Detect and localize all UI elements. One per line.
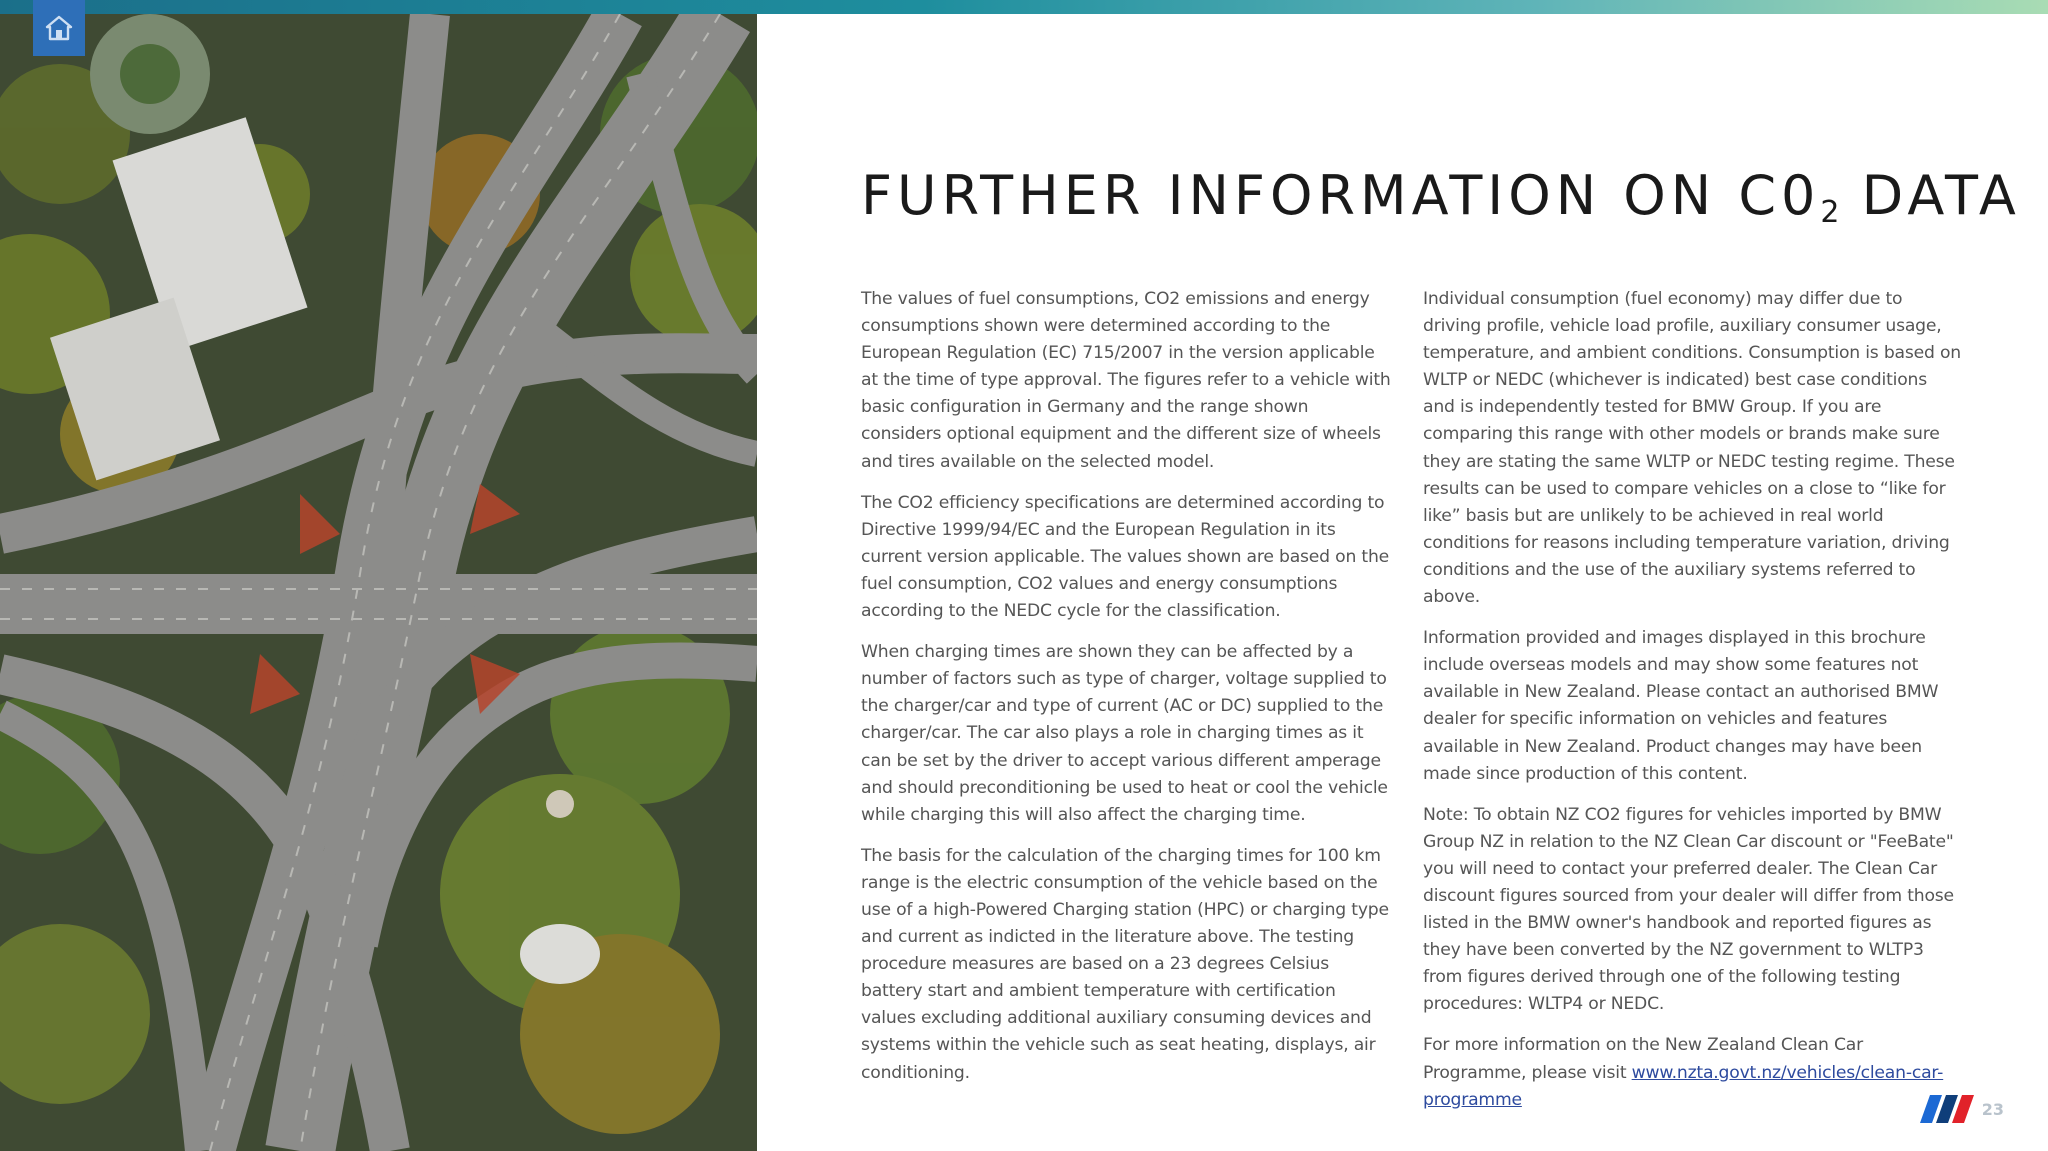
left-text-column bbox=[861, 286, 1391, 1101]
top-gradient-bar bbox=[0, 0, 2048, 14]
final-paragraph: For more information on the New Zealand Clean Car Programme, please visit www.nzta.govt.nz/vehicles/clean-car-programme bbox=[1423, 1035, 1944, 1110]
title-subscript: 2 bbox=[1820, 195, 1840, 230]
content-panel bbox=[757, 14, 2048, 1151]
page-number: 23 bbox=[1981, 1099, 2004, 1119]
paragraph: Information provided and images displayed in this brochure include overseas models and may show some features not available in New Zealand. Please contact an authorised BMW dealer for specific information on vehicles and features available in New Zealand. Product changes may have been made since production of this content. bbox=[1423, 628, 1939, 784]
home-button[interactable] bbox=[33, 0, 85, 56]
paragraph: The basis for the calculation of the charging times for 100 km range is the electric consumption of the vehicle based on the use of a high-Powered Charging station (HPC) or charging type and current as indicted in the literature above. The testing procedure measures are based on a 23 degrees Celsius battery start and ambient temperature with certification values excluding additional auxiliary consuming devices and systems within the vehicle such as seat heating, displays, air conditioning. bbox=[861, 845, 1389, 1083]
bmw-m-stripes-icon bbox=[1920, 1095, 1980, 1123]
paragraph: Individual consumption (fuel economy) may differ due to driving profile, vehicle load profile, auxiliary consumer usage, temperature, and ambient conditions. Consumption is based on WLTP or NEDC (whichever is indicated) best case conditions and is independently tested for BMW Group. If you are comparing this range with other models or brands make sure they are stating the same WLTP or NEDC testing regime. These results can be used to compare vehicles on a close to “like for like” basis but are unlikely to be achieved in real world conditions for reasons including temperature variation, driving conditions and the use of the auxiliary systems referred to above. bbox=[1423, 289, 1961, 608]
paragraph: The CO2 efficiency specifications are determined according to Directive 1999/94/EC and the European Regulation in its current version applicable. The values shown are based on the fuel consumption, CO2 values and energy consumptions according to the NEDC cycle for the classification. bbox=[861, 492, 1390, 622]
paragraph: The values of fuel consumptions, CO2 emissions and energy consumptions shown were determined according to the European Regulation (EC) 715/2007 in the version applicable at the time of type approval. The figures refer to a vehicle with basic configuration in Germany and the range shown considers optional equipment and the different size of wheels and tires available on the selected model. bbox=[861, 289, 1391, 472]
page-title: FURTHER INFORMATION ON $C0_2$ DATA bbox=[861, 164, 2021, 230]
right-text-column bbox=[1423, 286, 1963, 1128]
footer-brand bbox=[1920, 1095, 2004, 1123]
paragraph: When charging times are shown they can be affected by a number of factors such as type of charger, voltage supplied to the charger/car and type of current (AC or DC) supplied to the charger/car. The car also plays a role in charging times as it can be set by the driver to accept various different amperage and should preconditioning be used to heat or cool the vehicle while charging this will also affect the charging time. bbox=[861, 642, 1388, 825]
clean-car-programme-link[interactable]: www.nzta.govt.nz/vehicles/clean-car-programme bbox=[1423, 1062, 1944, 1110]
paragraph: Note: To obtain NZ CO2 figures for vehicles imported by BMW Group NZ in relation to the NZ Clean Car discount or "FeeBate" you will need to contact your preferred dealer. The Clean Car discount figures sourced from your dealer will differ from those listed in the BMW owner's handbook and reported figures as they have been converted by the NZ government to WLTP3 from figures derived through one of the following testing procedures: WLTP4 or NEDC. bbox=[1423, 804, 1954, 1015]
aerial-highway-photo bbox=[0, 14, 757, 1151]
home-icon bbox=[44, 14, 74, 42]
